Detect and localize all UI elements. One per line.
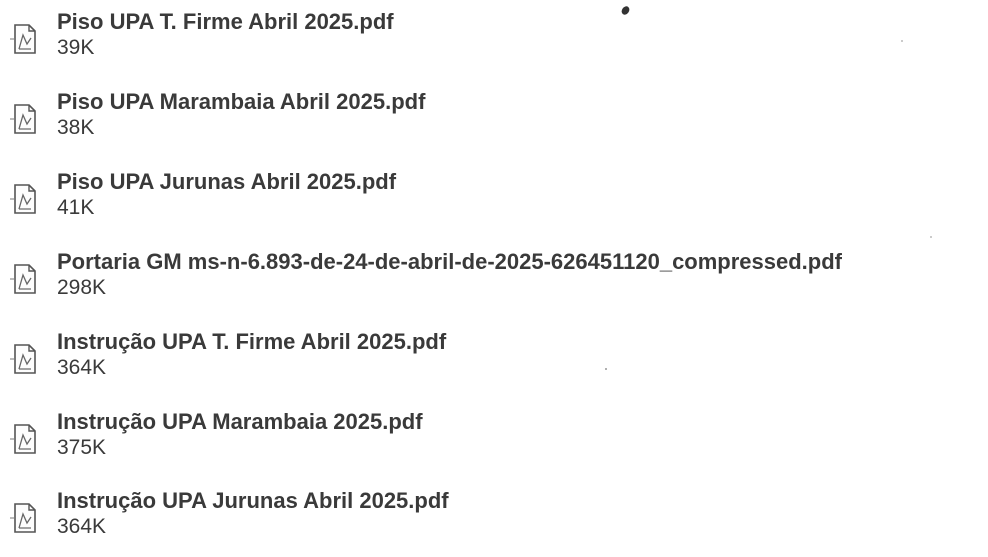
pdf-file-icon[interactable] (8, 342, 42, 376)
file-item[interactable] (0, 88, 988, 158)
file-name-link[interactable]: Portaria GM ms-n-6.893-de-24-de-abril-de-2025-626451120_compressed.pdf (57, 249, 842, 274)
file-item[interactable] (0, 8, 988, 78)
file-size: 375K (57, 436, 107, 459)
pdf-file-icon[interactable] (8, 422, 42, 456)
scan-speck (605, 368, 607, 370)
file-item[interactable] (0, 408, 988, 478)
file-item[interactable] (0, 248, 988, 318)
scan-speck (930, 236, 932, 238)
file-name-link[interactable]: Piso UPA Marambaia Abril 2025.pdf (57, 89, 426, 114)
file-size: 41K (57, 196, 95, 219)
file-name-link[interactable]: Piso UPA Jurunas Abril 2025.pdf (57, 169, 397, 194)
file-name-link[interactable]: Piso UPA T. Firme Abril 2025.pdf (57, 9, 394, 34)
pdf-file-icon[interactable] (8, 501, 42, 535)
file-name-link[interactable]: Instrução UPA Marambaia 2025.pdf (57, 409, 423, 434)
scan-speck (901, 40, 903, 42)
file-size: 364K (57, 356, 107, 379)
file-size: 39K (57, 36, 95, 59)
pdf-file-icon[interactable] (8, 262, 42, 296)
pdf-file-icon[interactable] (8, 22, 42, 56)
pdf-file-icon[interactable] (8, 182, 42, 216)
file-size: 38K (57, 116, 95, 139)
file-size: 364K (57, 515, 107, 538)
file-name-link[interactable]: Instrução UPA Jurunas Abril 2025.pdf (57, 488, 449, 513)
file-item[interactable] (0, 487, 988, 557)
file-size: 298K (57, 276, 107, 299)
pdf-file-icon[interactable] (8, 102, 42, 136)
file-item[interactable] (0, 168, 988, 238)
file-name-link[interactable]: Instrução UPA T. Firme Abril 2025.pdf (57, 329, 447, 354)
file-item[interactable] (0, 328, 988, 398)
